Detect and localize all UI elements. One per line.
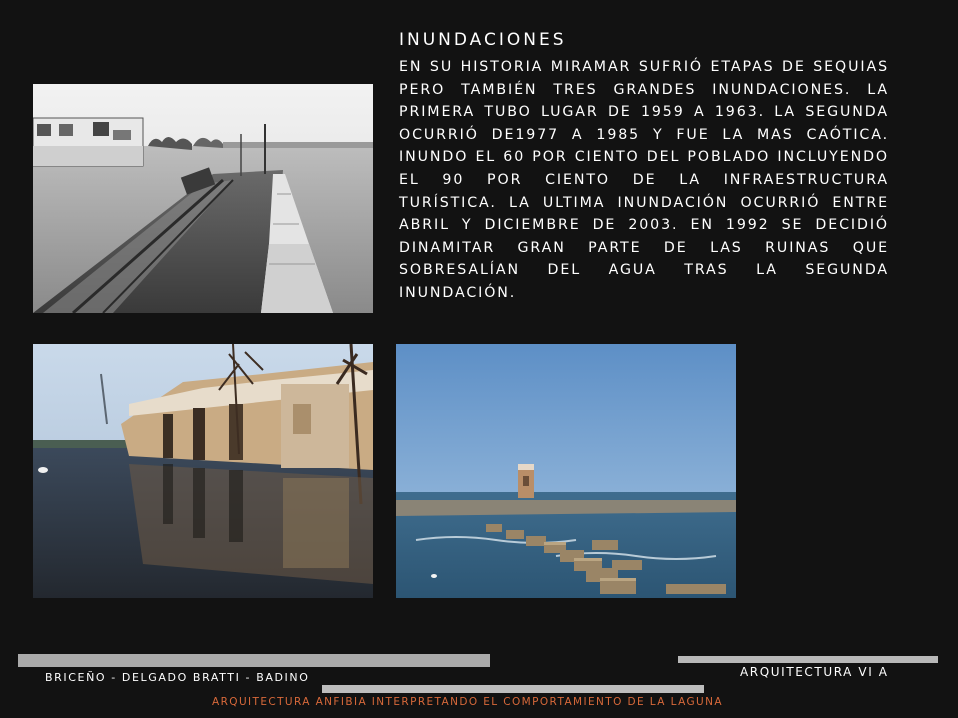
footer-subtitle: ARQUITECTURA ANFIBIA INTERPRETANDO EL COMPORTAMIENTO DE LA LAGUNA: [212, 696, 723, 708]
flooded-buildings-photo: [33, 344, 373, 598]
historic-flood-photo: [33, 84, 373, 313]
body-text: EN SU HISTORIA MIRAMAR SUFRIÓ ETAPAS DE SEQUIAS PERO TAMBIÉN TRES GRANDES INUNDACIONES. LA PRIMERA TUBO LUGAR DE 1959 A 1963. LA SEGUNDA OCURRIÓ DE1977 A 1985 Y FUE LA MAS CAÓTICA. INUNDO EL 60 POR CIENTO DEL POBLADO INCLUYENDO EL 90 POR CIENTO DE LA INFRAESTRUCTURA TURÍSTICA. LA ULTIMA INUNDACIÓN OCURRIÓ ENTRE ABRIL Y DICIEMBRE DE 2003. EN 1992 SE DECIDIÓ DINAMITAR GRAN PARTE DE LAS RUINAS QUE SOBRESALÍAN DEL AGUA TRAS LA SEGUNDA INUNDACIÓN.: [399, 59, 889, 301]
footer-bar-left: [18, 654, 490, 667]
footer-authors: BRICEÑO - DELGADO BRATTI - BADINO: [45, 671, 310, 684]
footer-bar-right: [678, 656, 938, 663]
lagoon-ruins-photo: [396, 344, 736, 598]
page-title: INUNDACIONES: [399, 30, 567, 50]
footer-course: ARQUITECTURA VI A: [740, 665, 889, 679]
footer-bar-middle: [322, 685, 704, 693]
